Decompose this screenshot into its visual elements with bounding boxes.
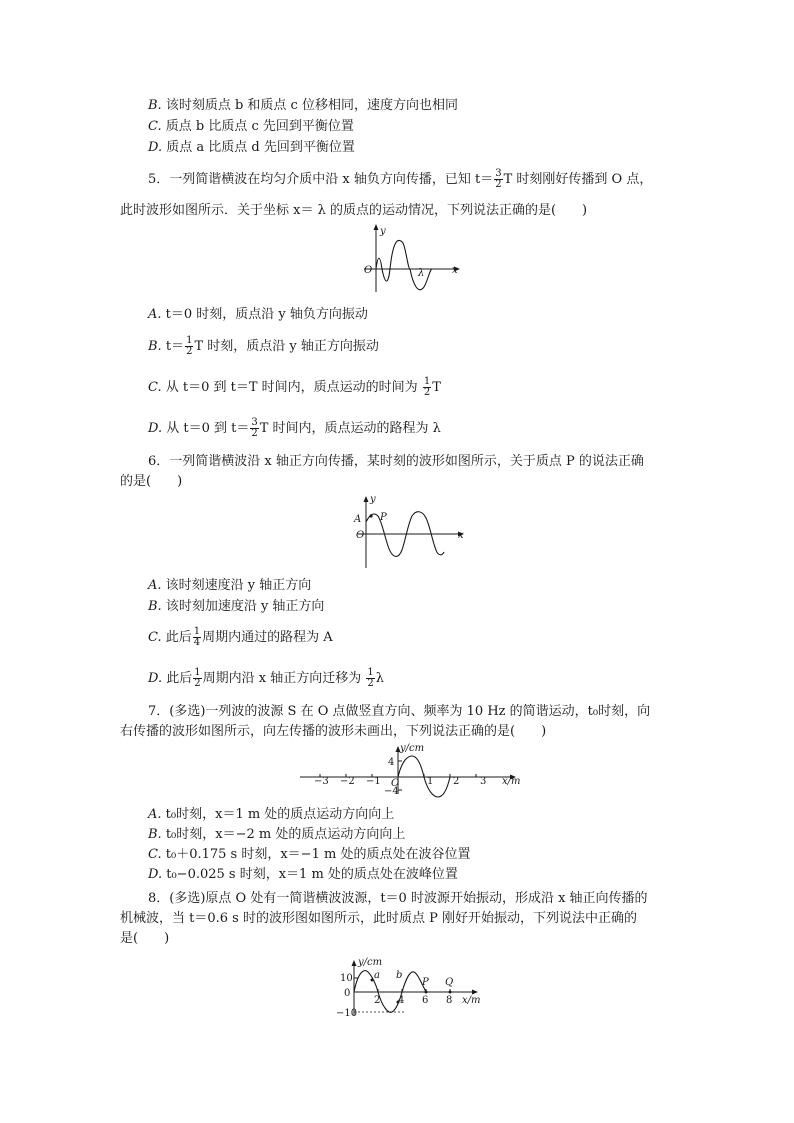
option-text: t₀时刻，x＝−2 m 处的质点运动方向向上	[165, 827, 406, 842]
tick-label: 2	[374, 995, 381, 1006]
y-axis-arrow	[374, 224, 379, 230]
q6-option-c	[148, 626, 333, 650]
frac-num: 3	[495, 168, 502, 179]
option-label: C.	[148, 847, 162, 862]
y-value-minus4: −4	[384, 786, 399, 797]
point-p-dot	[425, 991, 428, 994]
option-label: C.	[148, 380, 162, 395]
tick-label: 3	[480, 776, 487, 787]
option-label: B.	[148, 599, 162, 614]
option-label: A.	[148, 307, 162, 322]
y-label: y	[370, 494, 376, 505]
frac-num: 3	[251, 417, 258, 428]
tick-label: 4	[398, 995, 405, 1006]
q6-stem-line2: 的是( )	[120, 474, 183, 489]
frac-num: 1	[423, 376, 431, 387]
origin-label: O	[364, 265, 373, 276]
y-axis-label: y/cm	[400, 743, 425, 754]
q7-stem-line2: 右传播的波形如图所示，向左传播的波形未画出，下列说法正确的是( )	[120, 724, 547, 739]
frac-den: 4	[193, 637, 201, 648]
q5-wave-figure	[360, 222, 470, 294]
option-label: C.	[148, 119, 162, 134]
option-text: T	[432, 380, 441, 395]
y-axis-arrow	[352, 960, 357, 966]
option-label: A.	[148, 578, 162, 593]
q8-stem-line2: 机械波，当 t＝0.6 s 时的波形图如图所示，此时质点 P 刚好开始振动，下列说法中正确的	[120, 911, 637, 926]
q5-stem-line2: 此时波形如图所示．关于坐标 x＝ λ 的质点的运动情况，下列说法正确的是( )	[120, 203, 588, 218]
fraction	[494, 169, 502, 190]
tick-label: 1	[427, 776, 434, 787]
tick-label: 8	[446, 995, 453, 1006]
option-text: 该时刻加速度沿 y 轴正方向	[165, 599, 325, 614]
option-text: 此后	[165, 630, 192, 645]
q6-stem-line1: 6．一列简谐横波沿 x 轴正方向传播，某时刻的波形如图所示，关于质点 P 的说法正确	[148, 454, 644, 469]
amplitude-label: A	[354, 514, 362, 525]
option-text: 周期内沿 x 轴正方向迁移为	[202, 671, 366, 686]
option-b	[148, 97, 458, 115]
frac-num: 1	[193, 626, 201, 637]
q5-option-b	[148, 335, 379, 359]
fraction	[193, 668, 201, 689]
point-p-dot	[369, 514, 372, 517]
option-d	[148, 139, 355, 157]
option-label: D.	[148, 867, 163, 882]
option-text: T 时间内，质点运动的路程为 λ	[259, 421, 441, 436]
q5-text: 5．一列简谐横波在均匀介质中沿 x 轴负方向传播，已知 t＝	[148, 172, 494, 187]
option-label: C.	[148, 630, 162, 645]
point-b-label: b	[396, 970, 403, 981]
point-q-label: Q	[445, 977, 454, 988]
q8-wave-figure	[334, 954, 490, 1020]
origin-label: O	[391, 778, 400, 789]
y-value-0: 0	[344, 988, 351, 999]
y-value-minus10: −10	[336, 1008, 358, 1019]
x-axis-arrow	[472, 990, 478, 995]
frac-den: 2	[251, 428, 258, 439]
frac-den: 2	[423, 387, 431, 398]
option-text: t₀时刻，x＝1 m 处的质点运动方向向上	[165, 807, 395, 822]
q7-stem-line1: 7．(多选)一列波的波源 S 在 O 点做竖直方向、频率为 10 Hz 的简谐运动，t₀时刻，向	[148, 704, 651, 719]
option-text: 此后	[166, 671, 193, 686]
frac-num: 1	[194, 667, 201, 678]
lambda-label: λ	[418, 268, 425, 279]
fraction	[193, 627, 201, 648]
option-label: D.	[148, 421, 163, 436]
option-text: 从 t＝0 到 t＝	[166, 421, 250, 436]
x-axis-label: x/m	[462, 995, 481, 1006]
option-text: 从 t＝0 到 t＝T 时间内，质点运动的时间为	[165, 380, 422, 395]
fraction	[423, 377, 431, 398]
option-text: 质点 b 比质点 c 先回到平衡位置	[165, 119, 354, 134]
y-value-4: 4	[388, 757, 395, 768]
option-c	[148, 118, 354, 136]
q7-option-b	[148, 826, 405, 844]
point-p-label: P	[422, 977, 429, 988]
q7-option-a	[148, 806, 394, 824]
q6-option-d	[148, 667, 384, 691]
option-label: B.	[148, 339, 162, 354]
fraction	[366, 668, 374, 689]
option-text: λ	[375, 671, 384, 686]
y-label: y	[380, 226, 386, 237]
q5-option-c	[148, 376, 441, 400]
option-label: B.	[148, 827, 162, 842]
option-text: t＝	[165, 339, 185, 354]
frac-den: 2	[367, 678, 374, 689]
q8-stem-line1: 8．(多选)原点 O 处有一简谐横波波源，t＝0 时波源开始振动，形成沿 x 轴正向传播的	[148, 891, 648, 906]
q5-stem-line1	[148, 168, 652, 192]
frac-num: 1	[367, 667, 374, 678]
option-label: A.	[148, 807, 162, 822]
option-text: 该时刻速度沿 y 轴正方向	[165, 578, 312, 593]
option-text: 周期内通过的路程为 A	[202, 630, 333, 645]
tick-label: −2	[340, 776, 355, 787]
q6-option-a	[148, 577, 311, 595]
y-axis-label: y/cm	[358, 957, 383, 968]
q5-option-d	[148, 417, 441, 441]
point-p-label: P	[380, 512, 387, 523]
wave-curve	[376, 240, 432, 289]
option-text: 质点 a 比质点 d 先回到平衡位置	[166, 140, 355, 155]
option-text: 该时刻质点 b 和质点 c 位移相同，速度方向也相同	[165, 98, 458, 113]
fraction	[250, 418, 258, 439]
option-text: T 时刻，质点沿 y 轴正方向振动	[194, 339, 379, 354]
tick-label: −1	[366, 776, 381, 787]
y-axis-arrow	[364, 496, 369, 502]
frac-den: 2	[186, 346, 193, 357]
tick-label: 6	[422, 995, 429, 1006]
wave-curve	[354, 971, 429, 1013]
tick-label: 2	[453, 776, 460, 787]
point-q-dot	[449, 991, 452, 994]
x-label: x	[458, 530, 464, 541]
option-label: B.	[148, 98, 162, 113]
frac-den: 2	[495, 179, 502, 190]
q6-wave-figure	[352, 494, 474, 570]
q5-option-a	[148, 306, 368, 324]
fraction	[185, 336, 193, 357]
point-a-label: a	[374, 970, 380, 981]
x-label: x	[452, 265, 458, 276]
y-value-10: 10	[340, 973, 353, 984]
option-label: D.	[148, 671, 163, 686]
option-text: t₀−0.025 s 时刻，x＝1 m 处的质点处在波峰位置	[166, 867, 458, 882]
x-axis-label: x/m	[502, 776, 521, 787]
frac-num: 1	[186, 335, 193, 346]
option-text: t＝0 时刻，质点沿 y 轴负方向振动	[165, 307, 368, 322]
q7-option-c	[148, 846, 470, 864]
q6-option-b	[148, 598, 324, 616]
q5-text: T 时刻刚好传播到 O 点，	[503, 172, 653, 187]
q8-stem-line3: 是( )	[120, 931, 170, 946]
tick-label: −3	[314, 776, 329, 787]
q7-option-d	[148, 866, 458, 884]
origin-label: O	[356, 530, 365, 541]
option-text: t₀＋0.175 s 时刻，x＝−1 m 处的质点处在波谷位置	[165, 847, 471, 862]
frac-den: 2	[194, 678, 201, 689]
q7-wave-figure	[300, 742, 526, 796]
option-label: D.	[148, 140, 163, 155]
